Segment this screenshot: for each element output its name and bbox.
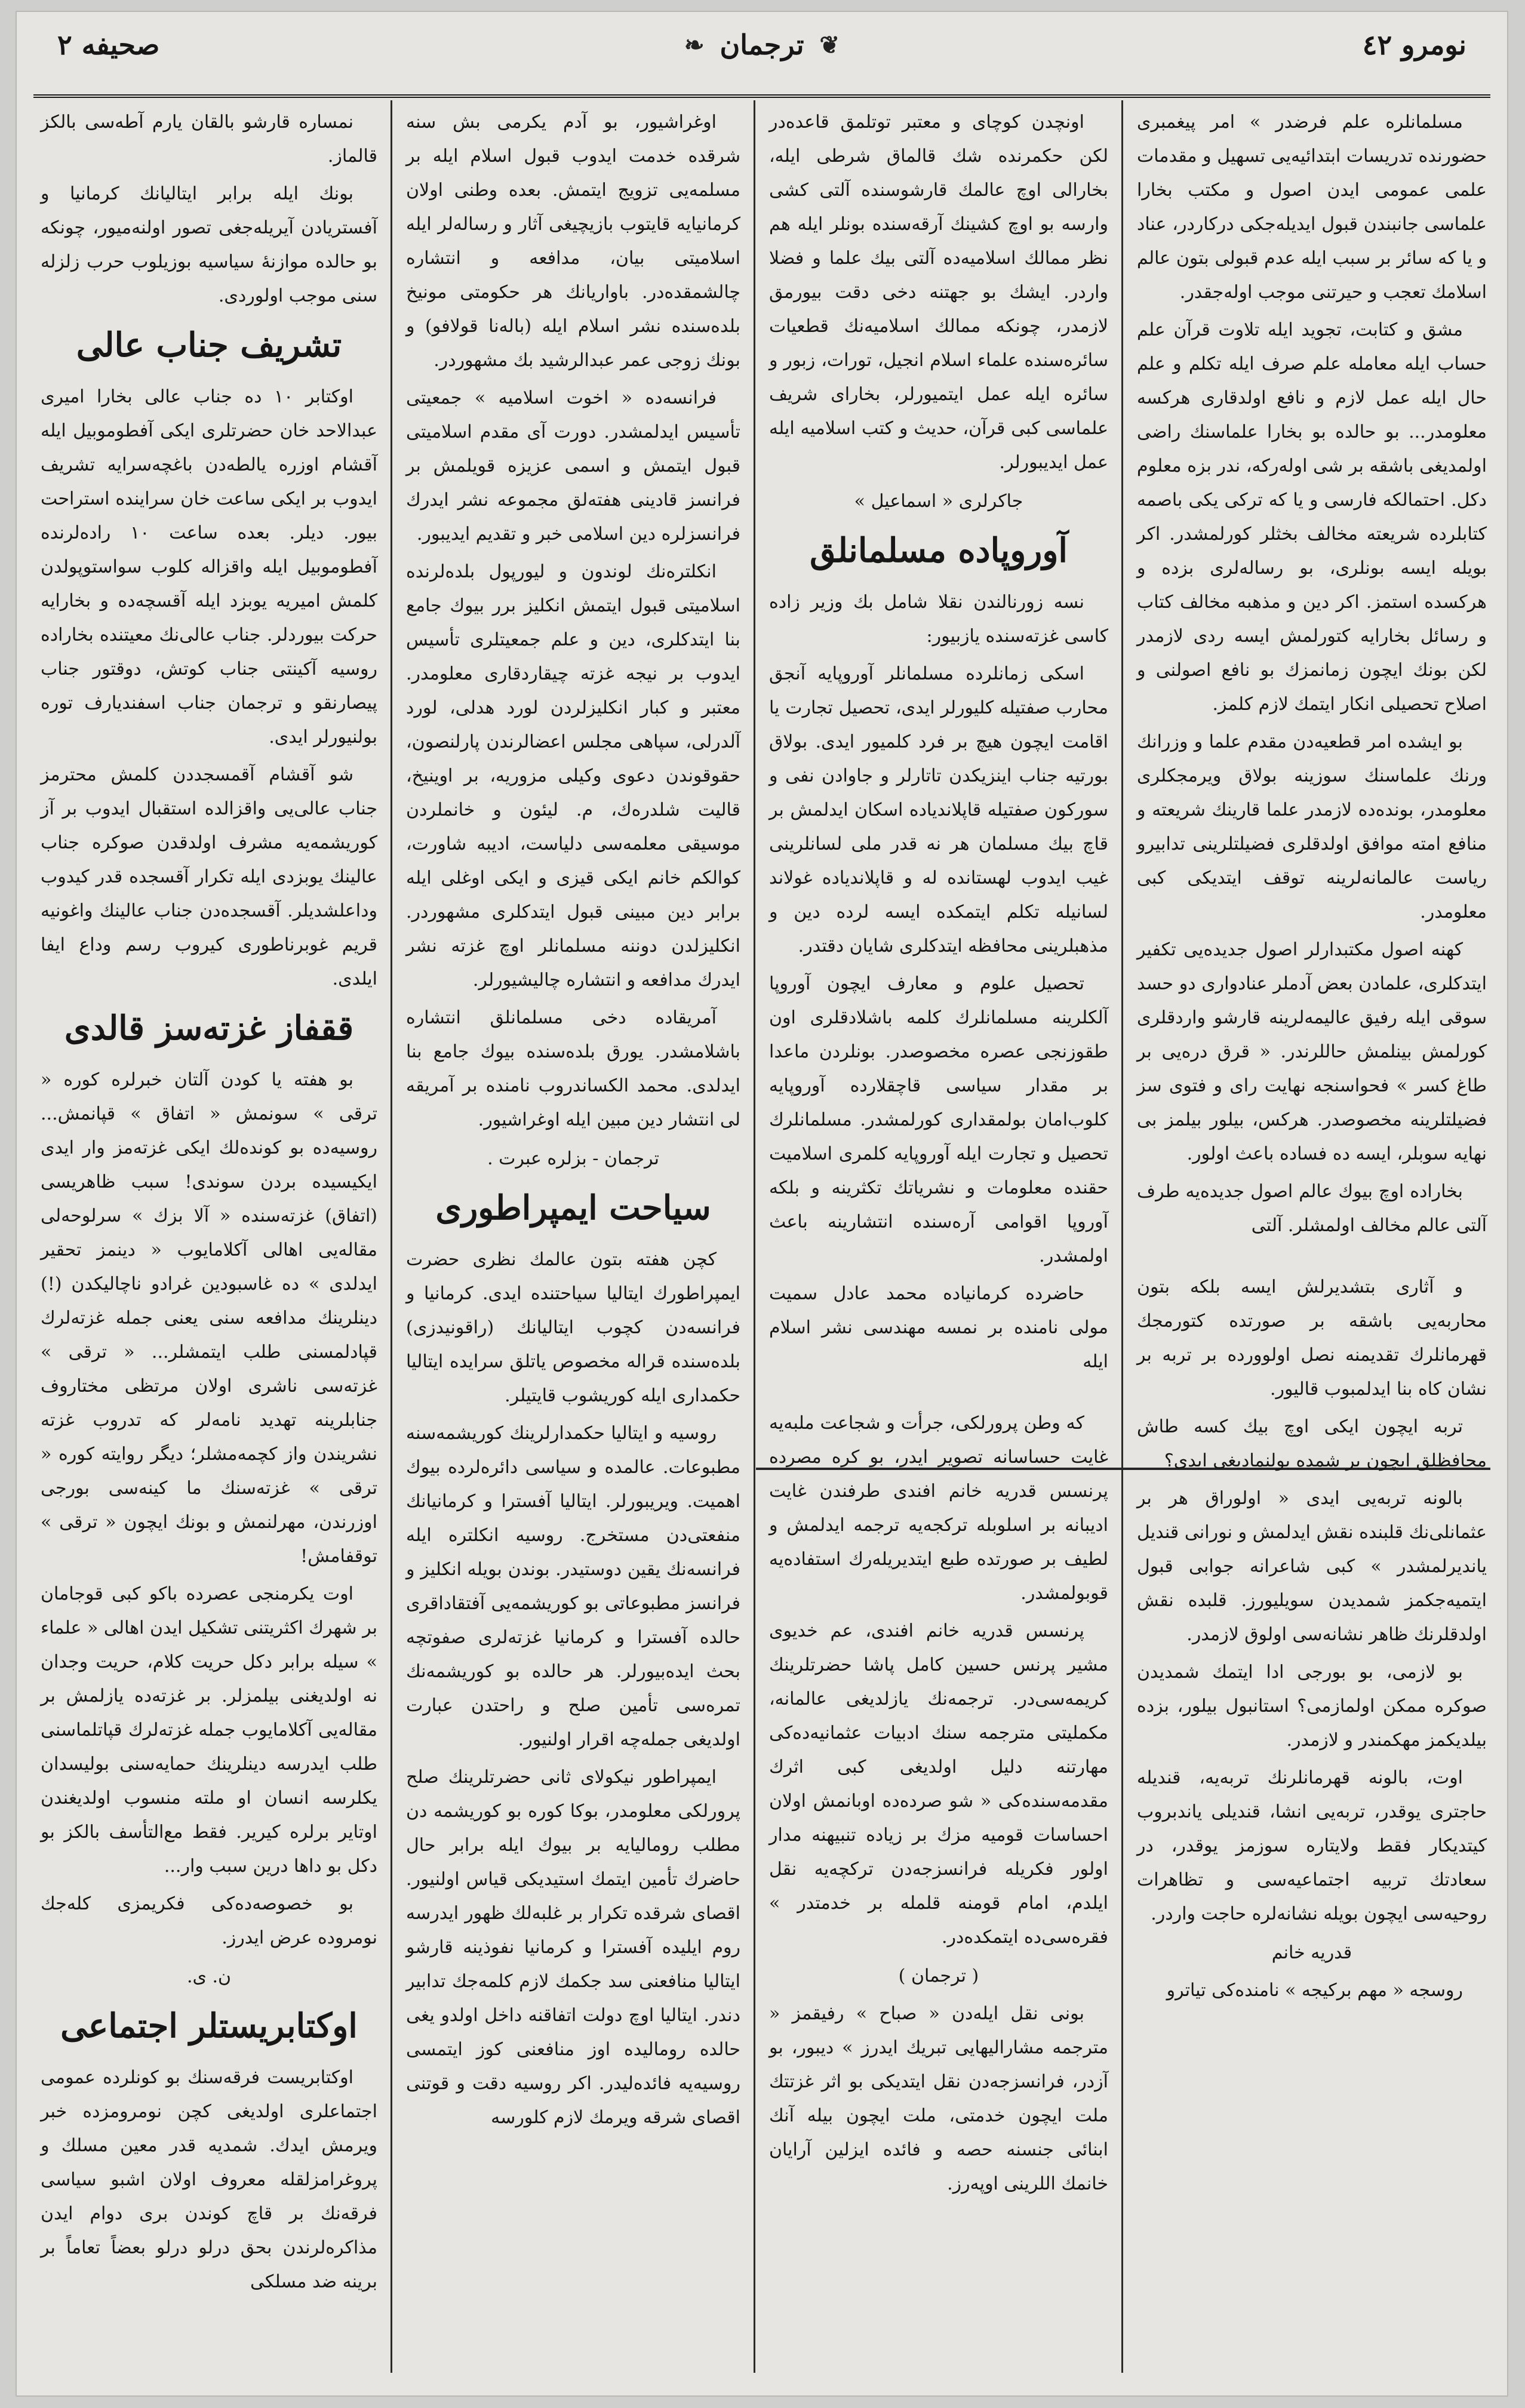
column-2 [756, 105, 1121, 2361]
article-headline: سياحت ايمپراطورى [435, 1188, 711, 1228]
article-paragraph: بو هفته يا كودن آلتان خبرلره كوره « ترقى » سونمش « اتفاق » قپانمش... روسيه‌ده بو كوندەلك ايكى غزته‌مز وار ايدى ايكيسيده بردن سوندى! سبب ظاهريسى (اتفاق) غزته‌سنده « آلا بزك » سرلوحەلى مقاله‌يى اهالى آكلامايوب « دينمز تحقير ايدلدى » ده غاسبودين غرادو ناچاليكدن (!) دينلرينك مدافعه سنى يعنى جمله غزته‌لرك قپادلمسنى طلب ايتمشلر... « ترقى » غزته‌سى ناشرى اولان مرتظى مختاروف جنابلرينه تهديد نامه‌لر كه تدروب غزته نشريندن واز كچمه‌مشلر؛ ديگر روايته كوره « ترقى » غزته‌سنك ما كينه‌سى بورجى اوزرندن، مهرلنمش و بونك ايچون « ترقى » توقفامش! [41, 1069, 377, 1567]
column-divider [391, 100, 392, 2373]
article-paragraph: بو ايشده امر قطعيه‌دن مقدم علما و وزرانك ورنك علماسنك سوزينه بولاق ويرمجكلرى معلومدر، بونده‌ده لازمدر علما قارينك شريعته و منافع امته موافق اولدقلرى فضيلتلرينى تدابيرو رياست عالمانه‌لرينه توقف ايتديكى كبى معلومدر. [1137, 731, 1487, 922]
newspaper-page [16, 11, 1508, 2397]
column-divider [754, 100, 755, 2373]
author-signature: قدريه خانم [1271, 1942, 1352, 1963]
author-signature: ترجمان - بزلره عبرت . [487, 1148, 659, 1169]
column-4 [27, 105, 391, 2361]
article-paragraph: فرانسه‌ده « اخوت اسلاميه » جمعيتى تأسيس ايدلمشدر. دورت آى مقدم اسلاميتى قبول ايتمش و اسمى عزيزه قويلمش بر فرانسز قادينى هفته‌لق مجموعه نشر ايدرك فرانسزلره دين اسلامى خبر و تقديم ايديبور. [406, 388, 740, 545]
article-paragraph: شو آقشام آقمسجددن كلمش محترمز جناب عالى‌يى واقزالده استقبال ايدوب بر آز كوريشمه‌يه مشرف اولدقدن صوكره جناب عالينك يوبزدى ايله تكرار آقسجده قدر كيدوب وداعلشديلر. آقسجده‌دن جناب عالينك واغونيه قريم غوبرناطورى كيروب رسم وداع ايفا ايلدى. [41, 764, 377, 989]
author-signature: ( ترجمان ) [898, 1966, 979, 1986]
column-3 [393, 105, 754, 2361]
article-headline: اوكتابريستلر اجتماعى [60, 2006, 358, 2046]
article-paragraph: بالونه تربه‌يى ايدى « اولوراق هر بر عثمانلى‌نك قلبنده نقش ايدلمش و نورانى قنديل يانديرلمشدر » كبى شاعرانه جوابى قبول ايتميه‌جكمز شمديدن سويليورز. قلبده نقش اولدقلرنك ظاهر نشانه‌سى اولوق لازمدر. [1137, 1488, 1487, 1645]
article-paragraph: اوت، بالونه قهرمانلرنك تربه‌يه، قنديله حاجترى يوقدر، تربه‌يى انشا، قنديلى ياندبروب كيتديكار فقط ولايتاره سوزمز يوقدر، در سعادتك تربيه اجتماعيه‌سى و تظاهرات روحيه‌سى ايچون بويله نشانه‌لره حاجت واردر. [1137, 1767, 1487, 1924]
article-paragraph: مشق و كتابت، تجويد ايله تلاوت قرآن علم حساب ايله معامله علم صرف ايله تكلم و علم حال ايله عمل لازم و نافع اولدقارى هركسه معلومدر... بو حالده بو بخارا علماسنك راضى اولمديغى باشقه بر شى اوله‌ركه، ندر بزه معلوم دكل. احتمالكه فارسى و يا كه تركى يكى باصمه كتابلرده شريعته مخالف بخثلر كورلمشدر. اكر بويله ايسه بونلرى، بو رساله‌لرى بزده و هركسده استمز. اكر دين و مذهبه مخالف كتاب و رسائل بخارايه كتورلمش ايسه ردى لازمدر لكن بونك ايچون زمانمزك بو نافع اصولنى و اصلاح تحصيلى انكار ايتمك لازم كلمز. [1137, 319, 1487, 715]
article-paragraph: اونچدن كوچاى و معتبر توتلمق قاعده‌در لكن حكمرنده شك قالماق شرطى ايله، بخارالى اوچ عالمك قارشوسنده آلتى كشى وارسه بو اوچ كشينك آرقه‌سنده بونلر ايله هم نظر ممالك اسلاميه‌ده آلتى بيك علما و فضلا واردر. ايشك بو جهتنه دخى دقت بيورمق لازمدر، چونكه ممالك اسلاميه‌نك قطعيات سائره‌سنده علماء اسلام انجيل، تورات، زبور و سائره ايله عمل ايتميورلر، بخاراى شريف علماسى كبى قرآن، حديث و كتب اسلاميه ايله عمل ايديبورلر. [769, 112, 1108, 473]
article-paragraph: نسه زورنالندن نقلا شامل بك وزير زاده كاسى غزته‌سنده يازبيور: [769, 592, 1108, 647]
article-headline: آوروپاده مسلمانلق [810, 531, 1068, 570]
article-paragraph: تحصيل علوم و معارف ايچون آوروپا آلكلرينه مسلمانلرك كلمه باشلادقلرى اون طقوزنجى عصره مخصوصدر. بونلردن ماعدا بر مقدار سياسى قاچقلارده آوروپايه كلوب‌امان بولمقدارى كورلمشدر. مسلمانلرك تحصيل و تجارت ايله آوروپايه كلمرى اسلاميت حقنده معلومات و نشرياتك تكثرينه و بلكه آوروپا اقوامى آرەسنده انتشارينه باعث اولمشدر. [769, 973, 1108, 1266]
author-signature: جاكرلرى « اسماعيل » [854, 491, 1023, 512]
article-paragraph: پرنسس قدريه خانم افندى، عم خديوى مشير پرنس حسين كامل پاشا حضرتلرينك كريمه‌سى‌در. ترجمه‌نك يازلديغى عالمانه، مكمليتى مترجمه سنك ادبيات عثمانيه‌ده‌كى مهارتنه دليل اولديغى كبى اثرك مقدمه‌سنده‌كى « شو صرده‌ده اوبانمش اولان احساسات قوميه مزك بر زياده تنبيهنه مدار اولور فكريله فرانسزجه‌دن تركچه‌يه نقل ايلدم، امام قومنه قلمله بر خدمتدر » فقره‌سى‌ده ايتمكده‌در. [769, 1620, 1108, 1948]
article-paragraph: آمريقاده دخى مسلمانلق انتشاره باشلامشدر. يورق بلده‌سنده بيوك جامع بنا ايدلدى. محمد الكساندروب نامنده بر آمريقه لى انتشار دين مبين ايله اوغراشيور. [406, 1007, 740, 1130]
article-paragraph: بو خصوصه‌ده‌كى فكريمزى كله‌جك نومروده عرض ايدرز. [41, 1893, 377, 1948]
article-paragraph: كهنه اصول مكتبدارلر اصول جديده‌يى تكفير ايتدكلرى، علمادن بعض آدملر عنادوارى دو حسد سوقى ايله رفيق عاليمه‌لرينه قارشو واردقلرى كورلمش بينلمش حاللرندر. « قرق دره‌يى بر طاغ كسر » فحواسنجه نهايت راى و فتوى سز فضيلتلرينه مخصوصدر. هركس، بيلور بيلمز بى نهايه سوبلر، ايسه ده فساده باعث اولور. [1137, 939, 1487, 1164]
newspaper-title: ترجمان [720, 29, 804, 61]
masthead [16, 16, 1508, 86]
article-paragraph: بونك ايله برابر ايتاليانك كرمانيا و آفستريادن آيريله‌جغى تصور اولنه‌ميور، چونكه بو حالده موازنهٔ سياسيه بوزيلوب حرب زلزله سنى موجب اولوردى. [41, 183, 377, 306]
article-paragraph: اوغراشيور، بو آدم يكرمى بش سنه شرقده خدمت ايدوب قبول اسلام ايله بر مسلمه‌يى تزويج ايتمش. بعده وطنى اولان كرمانيايه قايتوب بازيچيغى آثار و رساله‌لر ايله اسلاميتى بيان، مدافعه و انتشاره چالشمقده‌در. باواريانك هر حكومتى مونيخ بلده‌سنده نشر اسلام ايله (بالەنا قولافو) و بونك زوجى عمر عبدالرشيد بك مشهوردر. [406, 112, 740, 371]
masthead-rule [33, 94, 1490, 98]
article-headline: تشريف جناب عالى [76, 325, 342, 365]
article-paragraph: بو لازمى، بو بورجى ادا ايتمك شمديدن صوكره ممكن اولمازمى؟ استانبول بيلور، بزده بيلديكمز مهكمندر و لازمدر. [1137, 1662, 1487, 1751]
article-paragraph: نمساره قارشو بالقان يارم آطه‌سى بالكز قالماز. [41, 112, 377, 167]
article-paragraph: كه وطن پرورلكى، جرأت و شجاعت ملبه‌يه غايت حساسانه تصوير ايدر، بو كره مصرده پرنسس قدريه خانم افندى طرفندن غايت اديبانه بر اسلوبله تركجه‌يه ترجمه ايدلمش و لطيف بر صورتده طبع ايتديريله‌رك استفاده‌يه قوبولمشدر. [769, 1413, 1108, 1604]
ornament-icon: ❧ [684, 30, 705, 59]
issue-number: نومرو ٤٢ [1362, 29, 1466, 61]
article-paragraph: بونى نقل ايله‌دن « صباح » رفيقمز « مترجمه مشاراليهايى تبريك ايدرز » ديبور، بو آزدر، فرانسزجه‌دن نقل ايتديكى بو اثر غزتتك ملت ايچون خدمتى، ملت ايچون بيله آنك ابنائى جنسنه حصه و فائده ايزلين آرايان خانمك اللرينى اوپه‌رز. [769, 2003, 1108, 2194]
ornament-icon: ❦ [819, 30, 840, 59]
article-paragraph: كچن هفته بتون عالمك نظرى حضرت ايمپراطورك ايتاليا سياحتنده ايدى. كرمانيا و فرانسه‌دن كچوب ايتاليانك (راقونيدزى) بلده‌سنده قراله مخصوص ياتلق سرايده ايتاليا حكمدارى ايله كوريشوب قايتيلر. [406, 1249, 740, 1406]
article-paragraph: روسجه « مهم بركيجه » نامنده‌كى تياترو [1166, 1980, 1463, 2001]
article-paragraph: بخاراده اوچ بيوك عالم اصول جديده‌يه طرف آلتى عالم مخالف اولمشلر. آلتى [1137, 1181, 1487, 1236]
article-paragraph: انكلتره‌نك لوندون و ليورپول بلده‌لرنده اسلاميتى قبول ايتمش انكليز برر بيوك جامع بنا ايتدكلرى، دين و علم جمعيتلرى تأسيس ايدوب بر نيجه غزته چيقاردقارى معلومدر. معتبر و كبار انكليزلردن لورد هدلى، لورد آلدرلى، سپاهى مجلس اعضالرندن پارلنصون، حقوقوندن دعوى وكيلى مزوريه، بر اوينيخ، قاليت شلدرەك، م. ليئون و خانملردن موسيقى معلمه‌سى دلياست، اديبه شاورت، كوالكم خانم ايكى قيزى و ايكى اوغلى ايله برابر دين مبينى قبول ايتدكلرى مشهوردر. انكليزلدن دوننه مسلمانلر اوچ غزته نشر ايدرك مدافعه و انتشاره چاليشيورلر. [406, 561, 740, 991]
article-paragraph: ايمپراطور نيكولاى ثانى حضرتلرينك صلح پرورلكى معلومدر، بوكا كوره بو كوريشمه دن مطلب روماليايه بر بيوك ايله برابر حال حاضرك تأمين ايتمك استيديكى قياس اولنيور. اقصاى شرقده تكرار بر غلبه‌لك ظهور ايدرسه روم ايليده آفسترا و كرمانيا نفوذينه قارشو ايتاليا منافعنى سد جكمك لازم كلمه‌جك تدابير دندر. ايتاليا اوچ دولت اتفاقنه داخل اولدو يغى حالده روماليده اوز منافعنى كوز ايتمسى روسيه‌يه فائده‌ليدر. اكر روسيه دقت و قوتنى اقصاى شرقه ويرمك لازم كلورسه [406, 1767, 740, 2128]
article-paragraph: اوكتابر ١٠ ده جناب عالى بخارا اميرى عبدالاحد خان حضرتلرى ايكى آفطوموبيل ايله آقشام اوزره يالطه‌دن باغچه‌سرايه تشريف ايدوب بر ايكى ساعت خان سراينده استراحت بيور. ديلر. بعده ساعت ١٠ رادەلرنده آفطوموبيل ايله واقزاله كلوب سواستوپولدن كلمش اميريه يوبزد ايله آقسچه‌ده و بخارايه حركت بيوردلر. جناب عالى‌نك معيتنده بخاراده روسيه آكينتى جناب كوتش، دوقتور جناب پيصارنقو و ترجمان جناب اسفنديارف توره بولنيورلر ايدى. [41, 386, 377, 748]
article-paragraph: تربه ايچون ايكى اوچ بيك كسه طاش محافظلق ايچون بر شمده بولنماديغى ايدى؟ [1137, 1416, 1487, 1471]
article-paragraph: مسلمانلره علم فرضدر » امر پيغمبرى حضورنده تدريسات ابتدائيه‌يى تسهيل و مقدمات علمى عمومى ايدن اصول و مكتب بخارا علماسى جانبندن قبول ايديله‌جكى دركاردر، عناد و يا كه سائر بر سبب ايله عدم قبولى بتون عالم اسلامك تعجب و حيرتنى موجب اوله‌جقدر. [1137, 112, 1487, 303]
author-signature: ن. ى. [186, 1966, 232, 1987]
article-paragraph: و آثارى بتشديرلش ايسه بلكه بتون محاربه‌يى باشقه بر صورتده كتورمجك قهرمانلرك تقديمنه نصل اولوورده بر تربه بر نشان كاه بنا ايدلمبوب قاليور. [1137, 1277, 1487, 1400]
article-paragraph: حاضرده كرمانياده محمد عادل سميت مولى نامنده بر نمسه مهندسى نشر اسلام ايله [769, 1283, 1108, 1372]
column-1 [1124, 105, 1500, 2361]
page-number: صحيفه ٢ [57, 29, 160, 61]
article-headline: ققفاز غزته‌سز قالدى [64, 1008, 354, 1048]
article-paragraph: اوت يكرمنجى عصرده باكو كبى قوجامان بر شهرك اكثريتنى تشكيل ايدن اهالى « علماء » سيله برابر دكل حريت كلام، حريت وجدان نه اولديغنى بيلمزلر. بر غزته‌دە يازلمش بر مقاله‌يى آكلامايوب جمله غزته‌لرك قپاتلماسنى طلب ايدرسه دينلرينك حمايه‌سنى بوليسدان يكلرسه انسان او ملته منسوب اولديغندن اوتاير برلره كيرير. فقط مع‌التأسف بالكز بو دكل بو داها درين سبب وار... [41, 1583, 377, 1877]
article-paragraph: اوكتابريست فرقه‌سنك بو كونلرده عمومى اجتماعلرى اولديغى كچن نومرومزده خبر ويرمش ايدك. شمديه قدر معين مسلك و پروغرامزلقله معروف اولان اشبو سياسى فرقه‌نك بر قاچ كوندن برى دوام ايدن مذاكره‌لرندن بحق درلو درلو بعضاً تعاماً بر برينه ضد مسلكى [41, 2067, 377, 2292]
article-paragraph: اسكى زمانلرده مسلمانلر آوروپايه آنجق محارب صفتيله كليورلر ايدى، تحصيل تجارت يا اقامت ايچون هيچ بر فرد كلميور ايدى. بولاق بورتيه جناب اينزيكدن تاتارلر و جاوادن نفى و سوركون صفتيله قاپلاندياده اسكان ايدلمش بر قاچ بيك مسلمان هر نه قدر ملى لسانلرينى غيب ايدوب لهستانده له و قاپلاندياده غولاند لسانيله تكلم ايتمكده ايسه لرده دين و مذهبلرينى محافظه ايتدكلرى شايان دقتدر. [769, 663, 1108, 957]
masthead-title-block [684, 29, 840, 61]
column-divider [1121, 100, 1123, 2373]
article-paragraph: روسيه و ايتاليا حكمدارلرينك كوريشمه‌سنه مطبوعات. عالمده و سياسى دائره‌لرده بيوك اهميت. ويريبورلر. ايتاليا آفسترا و كرمانيانك منفعتى‌دن مستخرج. روسيه انكلتره ايله فرانسه‌نك يقين دوستيدر. بوندن بويله انكليز و فرانسز مطبوعاتى بو كوريشمه‌يى آفتقاداقرى حالده آفسترا و كرمانيا غزته‌لرى صفوتچه بحث ايده‌بيورلر. هر حالده بو كوريشمه‌نك تمرەسى تأمين صلح و راحتدن عبارت اولديغى جملەچه اقرار اولنيور. [406, 1423, 740, 1750]
